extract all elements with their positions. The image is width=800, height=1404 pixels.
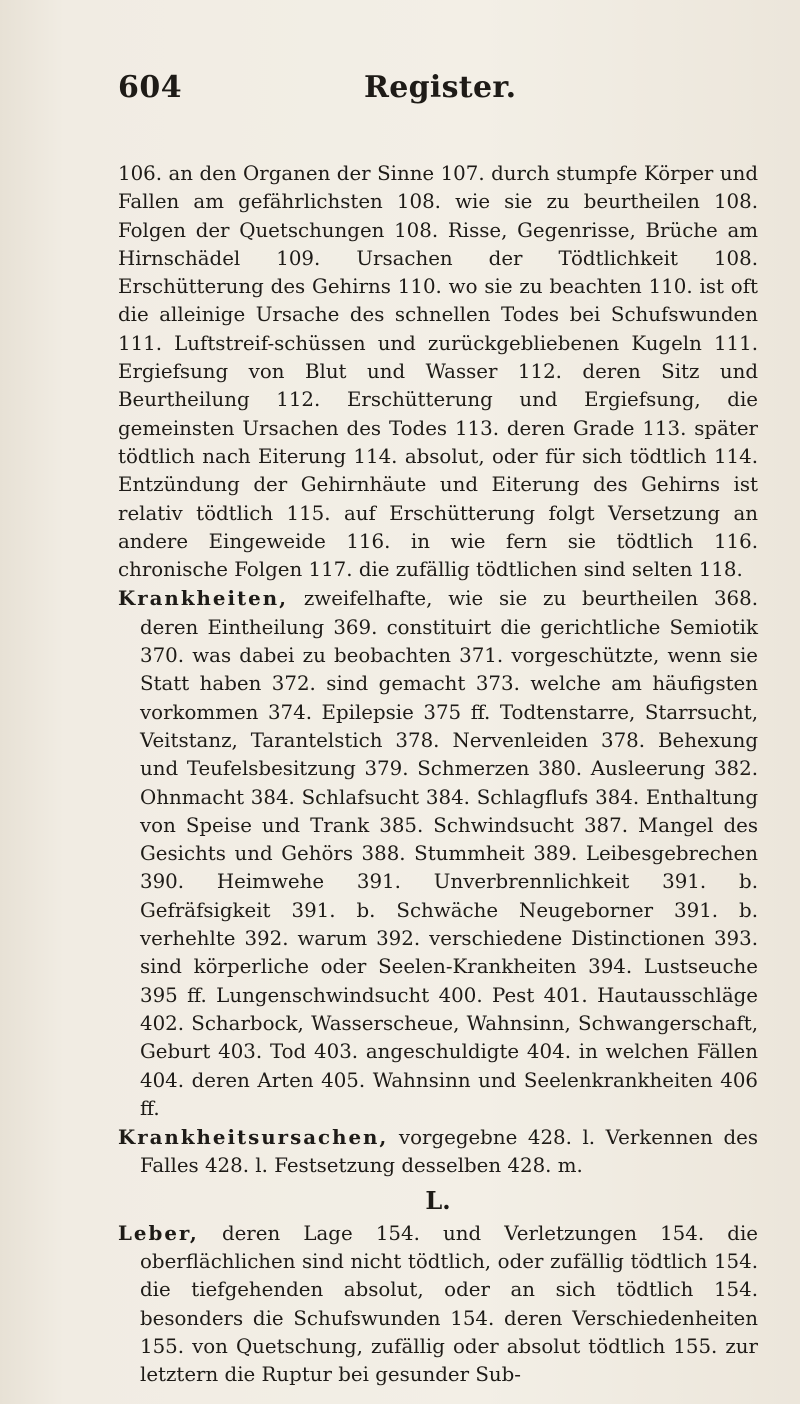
entry-leber xyxy=(118,1219,758,1390)
entry-text: deren Lage 154. und Verletzungen 154. die oberflächlichen sind nicht tödtlich, oder zufällig tödtlich 154. die tiefgehenden absolut, oder an sich tödtlich 154. besonders die Schufswunden 154. deren Verschiedenheiten 155. von Quetschung, zufällig oder absolut tödtlich 155. zur letztern die Ruptur bei gesunder Sub- xyxy=(140,1221,758,1387)
page-header xyxy=(118,70,758,110)
entry-text: vorgegebne 428. l. Verkennen des Falles 428. l. Festsetzung desselben 428. m. xyxy=(140,1126,758,1178)
register-text xyxy=(118,160,758,1389)
section-letter: L. xyxy=(425,1185,451,1215)
entry-headword: Leber, xyxy=(118,1220,199,1245)
entry-krankheitsursachen xyxy=(118,1123,758,1181)
entry-text: 106. an den Organen der Sinne 107. durch stumpfe Körper und Fallen am gefährlichsten 108. wie sie zu beurtheilen 108. Folgen der Quetschungen 108. Risse, Gegenrisse, Brüche am Hirnschädel 109. Ursachen der Tödtlichkeit 108. Erschütterung des Gehirns 110. wo sie zu beachten 110. ist oft die alleinige Ursache des schnellen Todes bei Schufswunden 111. Luftstreif-schüssen und zurückgebliebenen Kugeln 111. Ergiefsung von Blut und Wasser 112. deren Sitz und Beurtheilung 112. Erschütterung und Ergiefsung, die gemeinsten Ursachen des Todes 113. deren Grade 113. später tödtlich nach Eiterung 114. absolut, oder für sich tödtlich 114. Entzündung der Gehirnhäute und Eiterung des Gehirns ist relativ tödtlich 115. auf Erschütterung folgt Versetzung an andere Eingeweide 116. in wie fern sie tödtlich 116. chronische Folgen 117. die zufällig tödtlichen sind selten 118. xyxy=(118,162,758,582)
entry-gehirn-continuation xyxy=(118,160,758,584)
entry-krankheiten xyxy=(118,584,758,1123)
entry-headword: Krankheitsursachen, xyxy=(118,1125,389,1150)
entry-text: zweifelhafte, wie sie zu beurtheilen 368. deren Eintheilung 369. constituirt die gerichtliche Semiotik 370. was dabei zu beobachten 371. vorgeschützte, wenn sie Statt haben 372. sind gemacht 373. welche am häufigsten vorkommen 374. Epilepsie 375 ff. Todtenstarre, Starrsucht, Veitstanz, Tarantelstich 378. Nervenleiden 378. Behexung und Teufelsbesitzung 379. Schmerzen 380. Ausleerung 382. Ohnmacht 384. Schlafsucht 384. Schlagflufs 384. Enthaltung von Speise und Trank 385. Schwindsucht 387. Mangel des Gesichts und Gehörs 388. Stummheit 389. Leibesgebrechen 390. Heimwehe 391. Unverbrennlichkeit 391. b. Gefräfsigkeit 391. b. Schwäche Neugeborner 391. b. verhehlte 392. warum 392. verschiedene Distinctionen 393. sind körperliche oder Seelen-Krankheiten 394. Lustseuche 395 ff. Lungenschwindsucht 400. Pest 401. Hautausschläge 402. Scharbock, Wasserscheue, Wahnsinn, Schwangerschaft, Geburt 403. Tod 403. angeschuldigte 404. in welchen Fällen 404. deren Arten 405. Wahnsinn und Seelenkrankheiten 406 ff. xyxy=(140,587,758,1120)
running-title: Register. xyxy=(364,70,517,105)
entry-headword: Krankheiten, xyxy=(118,586,288,611)
page-number: 604 xyxy=(118,70,183,105)
